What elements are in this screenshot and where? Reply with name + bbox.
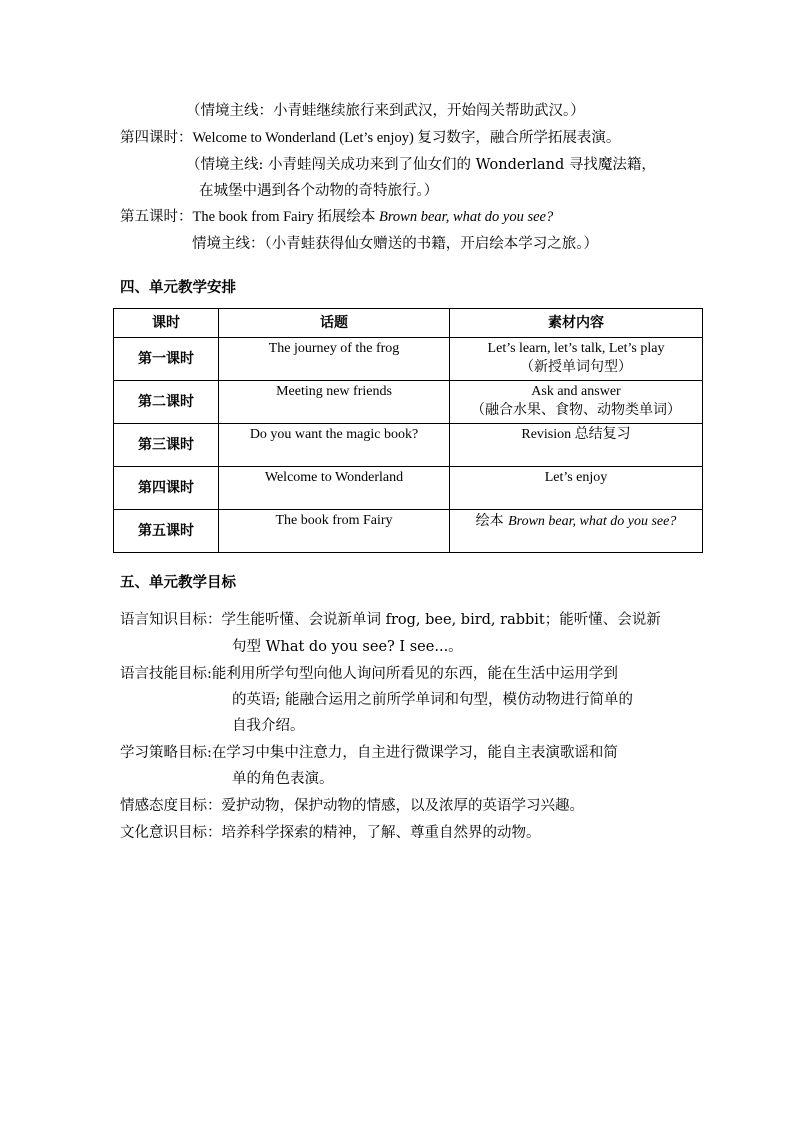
table-row — [114, 467, 703, 510]
header-lesson: 课时 — [114, 309, 219, 338]
topic-cell: Do you want the magic book? — [249, 427, 419, 442]
lesson5-label: 第五课时： — [120, 209, 193, 225]
goal-learning-strategy — [120, 743, 618, 763]
table-row — [114, 338, 703, 381]
lesson-cell: 第三课时 — [114, 424, 219, 467]
goal-emotion-attitude — [120, 796, 584, 816]
section5-title: 五、单元教学目标 — [120, 574, 236, 591]
goal-text: 爱护动物，保护动物的情感，以及浓厚的英语学习兴趣。 — [221, 798, 584, 814]
lesson5-text: The book from Fairy 拓展绘本 — [192, 209, 379, 225]
lesson-cell: 第四课时 — [114, 467, 219, 510]
goal-text: 在学习中集中注意力，自主进行微课学习，能自主表演歌谣和简 — [211, 745, 618, 761]
lesson-cell: 第五课时 — [114, 510, 219, 553]
goal-label: 学习策略目标: — [120, 745, 212, 761]
goal-text: 能利用所学句型向他人询问所看见的东西，能在生活中运用学到 — [211, 666, 618, 682]
goal-language-skill — [120, 664, 618, 684]
goal-label: 语言知识目标： — [120, 612, 222, 628]
content-cell-sub: （新授单词句型） — [520, 359, 632, 375]
goal-label: 文化意识目标： — [120, 825, 222, 841]
table-row — [114, 381, 703, 424]
content-cell: Let’s enjoy — [544, 470, 608, 485]
goal-cultural-awareness — [120, 823, 541, 843]
lesson5-italic: Brown bear, what do you see? — [378, 209, 554, 225]
header-topic: 话题 — [219, 309, 450, 338]
lesson5-row — [120, 207, 553, 227]
goal-label: 情感态度目标： — [120, 798, 222, 814]
lesson-cell: 第二课时 — [114, 381, 219, 424]
content-cell: Ask and answer — [531, 384, 621, 399]
goal-text-cont: 句型 What do you see? I see...。 — [232, 639, 463, 655]
topic-cell: Meeting new friends — [276, 384, 392, 399]
goal-text-cont: 自我介绍。 — [232, 718, 305, 734]
topic-cell: Welcome to Wonderland — [264, 470, 404, 485]
goal-text-cont: 的英语; 能融合运用之前所学单词和句型，模仿动物进行简单的 — [232, 692, 633, 708]
lesson4-text: Welcome to Wonderland (Let’s enjoy) 复习数字，融合所学拓展表演。 — [192, 130, 621, 146]
topic-cell: The book from Fairy — [275, 513, 393, 528]
content-cell: Let’s learn, let’s talk, Let’s play — [487, 341, 665, 356]
intro-line-1: （情境主线：小青蛙继续旅行来到武汉，开始闯关帮助武汉。） — [186, 103, 585, 119]
table-header-row — [114, 309, 703, 338]
content-cell-sub: （融合水果、食物、动物类单词） — [471, 402, 681, 418]
goal-language-knowledge — [120, 610, 661, 630]
section4-title: 四、单元教学安排 — [120, 279, 236, 296]
lesson4-story-b: 在城堡中遇到各个动物的奇特旅行。） — [199, 183, 439, 199]
lesson4-row — [120, 128, 620, 148]
table-row — [114, 424, 703, 467]
content-cell-prefix: 绘本 — [475, 513, 509, 529]
goal-label: 语言技能目标: — [120, 666, 212, 682]
lesson4-label: 第四课时： — [120, 130, 193, 146]
table-row — [114, 510, 703, 553]
lesson-cell: 第一课时 — [114, 338, 219, 381]
goal-text: 培养科学探索的精神，了解、尊重自然界的动物。 — [221, 825, 541, 841]
topic-cell: The journey of the frog — [268, 341, 400, 356]
content-cell: Revision 总结复习 — [521, 427, 631, 442]
content-cell — [450, 510, 702, 531]
schedule-table — [113, 308, 703, 553]
content-cell-italic: Brown bear, what do you see? — [508, 514, 677, 529]
goal-text-cont: 单的角色表演。 — [232, 771, 334, 787]
lesson4-story-a: （情境主线: 小青蛙闯关成功来到了仙女们的 Wonderland 寻找魔法籍， — [186, 157, 656, 173]
lesson5-story: 情境主线：（小青蛙获得仙女赠送的书籍，开启绘本学习之旅。） — [192, 236, 598, 252]
goal-text: 学生能听懂、会说新单词 frog, bee, bird, rabbit；能听懂、会说新 — [221, 612, 661, 628]
header-content: 素材内容 — [450, 309, 703, 338]
